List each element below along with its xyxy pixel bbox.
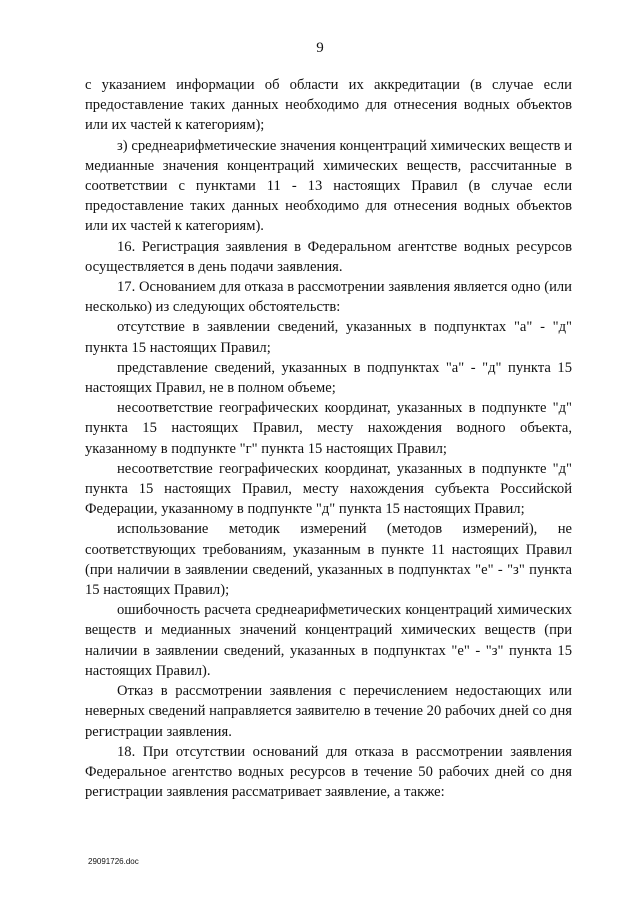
page-number: 9 [316,40,324,56]
footer-filename: 29091726.doc [88,857,139,866]
paragraph-17-incomplete: представление сведений, указанных в подпунктах "а" - "д" пункта 15 настоящих Правил, не в полном объеме; [85,359,572,397]
paragraph-18: 18. При отсутствии оснований для отказа в рассмотрении заявления Федеральное агентство водных ресурсов в течение 50 рабочих дней со дня регистрации заявления рассматривает заявление, а также: [85,743,572,801]
paragraph-subitem-z: з) среднеарифметические значения концентраций химических веществ и медианные значения концентраций химических веществ, рассчитанные в соответствии с пунктами 11 - 13 настоящих Правил (в случае если предоставление таких данных необходимо для отнесения водных объектов или их частей к категориям). [85,137,572,235]
document-body [85,75,572,802]
paragraph-refusal-notice: Отказ в рассмотрении заявления с перечислением недостающих или неверных сведений направляется заявителю в течение 20 рабочих дней со дня регистрации заявления. [85,683,572,740]
paragraph-17-coords-subject: несоответствие географических координат, указанных в подпункте "д" пункта 15 настоящих Правил, месту нахождения субъекта Российской Федерации, указанному в подпункте "д" пункта 15 настоящих Правил; [85,460,572,518]
paragraph-17: 17. Основанием для отказа в рассмотрении заявления является одно (или несколько) из следующих обстоятельств: [85,279,572,316]
paragraph-17-methods: использование методик измерений (методов измерений), не соответствующих требованиям, указанным в пункте 11 настоящих Правил (при наличии в заявлении сведений, указанных в подпунктах "е" - "з" пункта 15 настоящих Правил); [85,521,572,599]
paragraph-accreditation-continuation: с указанием информации об области их аккредитации (в случае если предоставление таких данных необходимо для отнесения водных объектов или их частей к категориям); [85,77,572,134]
paragraph-16: 16. Регистрация заявления в Федеральном агентстве водных ресурсов осуществляется в день подачи заявления. [85,238,572,275]
paragraph-17-missing-info: отсутствие в заявлении сведений, указанных в подпунктах "а" - "д" пункта 15 настоящих Правил; [85,319,572,356]
paragraph-17-calculation-error: ошибочность расчета среднеарифметических концентраций химических веществ и медианных значений концентраций химических веществ (при наличии в заявлении сведений, указанных в подпунктах "е" - "з" пункта 15 настоящих Правил). [85,602,572,679]
paragraph-17-coords-water-body: несоответствие географических координат, указанных в подпункте "д" пункта 15 настоящих Правил, месту нахождения водного объекта, указанному в подпункте "г" пункта 15 настоящих Правил; [85,400,572,457]
